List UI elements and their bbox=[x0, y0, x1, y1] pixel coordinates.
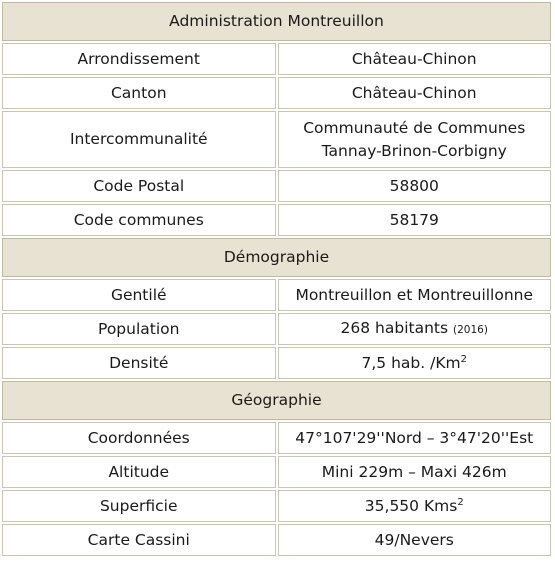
value-superficie bbox=[278, 490, 552, 522]
row-altitude bbox=[2, 456, 551, 488]
label-population: Population bbox=[2, 313, 276, 345]
row-population bbox=[2, 313, 551, 345]
label-carte-cassini: Carte Cassini bbox=[2, 524, 276, 556]
densite-exponent: 2 bbox=[460, 353, 467, 365]
value-carte-cassini: 49/Nevers bbox=[278, 524, 552, 556]
row-code-postal bbox=[2, 170, 551, 202]
row-canton bbox=[2, 77, 551, 109]
section-title-demographie: Démographie bbox=[2, 238, 551, 277]
label-canton: Canton bbox=[2, 77, 276, 109]
label-superficie: Superficie bbox=[2, 490, 276, 522]
label-arrondissement: Arrondissement bbox=[2, 43, 276, 75]
row-gentile bbox=[2, 279, 551, 311]
label-densite: Densité bbox=[2, 347, 276, 379]
row-coordonnees bbox=[2, 422, 551, 454]
value-coordonnees: 47°107'29''Nord – 3°47'20''Est bbox=[278, 422, 552, 454]
value-canton: Château-Chinon bbox=[278, 77, 552, 109]
value-arrondissement: Château-Chinon bbox=[278, 43, 552, 75]
population-year: (2016) bbox=[453, 323, 488, 336]
value-densite bbox=[278, 347, 552, 379]
label-gentile: Gentilé bbox=[2, 279, 276, 311]
row-code-communes bbox=[2, 204, 551, 236]
row-carte-cassini bbox=[2, 524, 551, 556]
section-title-geographie: Géographie bbox=[2, 381, 551, 420]
population-count: 268 habitants bbox=[340, 318, 449, 337]
superficie-exponent: 2 bbox=[457, 496, 464, 508]
value-population bbox=[278, 313, 552, 345]
value-intercommunalite-line1: Communauté de Communes bbox=[303, 118, 526, 137]
value-intercommunalite bbox=[278, 111, 552, 168]
superficie-value: 35,550 Kms bbox=[364, 496, 458, 515]
label-altitude: Altitude bbox=[2, 456, 276, 488]
label-code-communes: Code communes bbox=[2, 204, 276, 236]
label-intercommunalite: Intercommunalité bbox=[2, 111, 276, 168]
label-coordonnees: Coordonnées bbox=[2, 422, 276, 454]
densite-value: 7,5 hab. /Km bbox=[361, 353, 461, 372]
row-superficie bbox=[2, 490, 551, 522]
label-code-postal: Code Postal bbox=[2, 170, 276, 202]
value-code-communes: 58179 bbox=[278, 204, 552, 236]
value-gentile: Montreuillon et Montreuillonne bbox=[278, 279, 552, 311]
row-densite bbox=[2, 347, 551, 379]
row-arrondissement bbox=[2, 43, 551, 75]
value-intercommunalite-line2: Tannay-Brinon-Corbigny bbox=[321, 141, 507, 160]
value-code-postal: 58800 bbox=[278, 170, 552, 202]
section-title-administration: Administration Montreuillon bbox=[2, 2, 551, 41]
value-altitude: Mini 229m – Maxi 426m bbox=[278, 456, 552, 488]
row-intercommunalite bbox=[2, 111, 551, 168]
